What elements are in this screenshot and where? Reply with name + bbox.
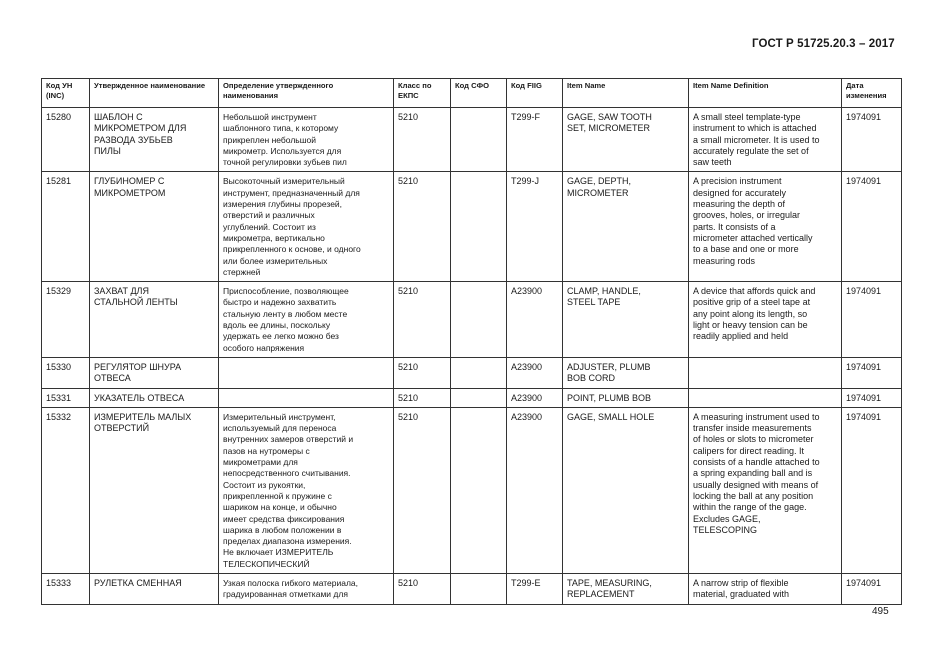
header-inc: Код УН (INC) bbox=[42, 79, 90, 108]
document-title: ГОСТ Р 51725.20.3 – 2017 bbox=[752, 38, 895, 50]
cell-fiig: T299-J bbox=[507, 172, 563, 282]
table-row bbox=[42, 357, 902, 388]
cell-class: 5210 bbox=[394, 388, 451, 407]
cell-fiig: T299-F bbox=[507, 108, 563, 172]
cell-inc: 15329 bbox=[42, 282, 90, 358]
cell-name-ru: ГЛУБИНОМЕР С МИКРОМЕТРОМ bbox=[90, 172, 219, 282]
cell-name-ru: РУЛЕТКА СМЕННАЯ bbox=[90, 573, 219, 604]
cell-fiig: A23900 bbox=[507, 407, 563, 573]
cell-name-ru: УКАЗАТЕЛЬ ОТВЕСА bbox=[90, 388, 219, 407]
cell-name-ru: ШАБЛОН С МИКРОМЕТРОМ ДЛЯ РАЗВОДА ЗУБЬЕВ ПИЛЫ bbox=[90, 108, 219, 172]
cell-fiig: A23900 bbox=[507, 388, 563, 407]
cell-date: 1974091 bbox=[842, 108, 902, 172]
cell-item-definition: A device that affords quick and positive grip of a steel tape at any point along its length, so light or heavy tension can be readily applied and held bbox=[689, 282, 842, 358]
cell-item-name: POINT, PLUMB BOB bbox=[563, 388, 689, 407]
cell-date: 1974091 bbox=[842, 282, 902, 358]
table-row bbox=[42, 172, 902, 282]
cell-sfo bbox=[451, 108, 507, 172]
cell-item-definition bbox=[689, 357, 842, 388]
header-item-name-definition: Item Name Definition bbox=[689, 79, 842, 108]
header-name-definition: Определение утвержденного наименования bbox=[219, 79, 394, 108]
cell-item-definition: A small steel template-type instrument to which is attached a small micrometer. It is used to accurately regulate the set of saw teeth bbox=[689, 108, 842, 172]
cell-date: 1974091 bbox=[842, 388, 902, 407]
cell-item-name: GAGE, SAW TOOTH SET, MICROMETER bbox=[563, 108, 689, 172]
cell-inc: 15332 bbox=[42, 407, 90, 573]
cell-definition-ru: Измерительный инструмент, используемый для переноса внутренних замеров отверстий и пазов на нутромеры с микрометрами для непосредственного считывания. Состоит из рукоятки, прикрепленной к пружине с шариком на конце, и обычно имеет средства фиксирования шарика в любом положении в пределах диапазона измерения. Не включает ИЗМЕРИТЕЛЬ ТЕЛЕСКОПИЧЕСКИЙ bbox=[219, 407, 394, 573]
header-class: Класс по ЕКПС bbox=[394, 79, 451, 108]
nomenclature-table bbox=[41, 78, 902, 605]
cell-class: 5210 bbox=[394, 282, 451, 358]
cell-class: 5210 bbox=[394, 108, 451, 172]
cell-sfo bbox=[451, 573, 507, 604]
cell-class: 5210 bbox=[394, 573, 451, 604]
cell-definition-ru: Приспособление, позволяющее быстро и надежно захватить стальную ленту в любом месте вдоль ее длины, поскольку удержать ее легко можно без особого напряжения bbox=[219, 282, 394, 358]
cell-inc: 15331 bbox=[42, 388, 90, 407]
cell-inc: 15330 bbox=[42, 357, 90, 388]
cell-sfo bbox=[451, 357, 507, 388]
cell-definition-ru bbox=[219, 357, 394, 388]
cell-item-definition: A narrow strip of flexible material, graduated with bbox=[689, 573, 842, 604]
cell-sfo bbox=[451, 388, 507, 407]
cell-fiig: T299-E bbox=[507, 573, 563, 604]
table-row bbox=[42, 573, 902, 604]
cell-item-definition: A measuring instrument used to transfer inside measurements of holes or slots to micrometer calipers for direct reading. It consists of a handle attached to a spring expanding ball and is usually designed with means of locking the ball at any position within the range of the gage. Excludes GAGE, TELESCOPING bbox=[689, 407, 842, 573]
cell-class: 5210 bbox=[394, 172, 451, 282]
cell-class: 5210 bbox=[394, 407, 451, 573]
cell-date: 1974091 bbox=[842, 357, 902, 388]
cell-name-ru: РЕГУЛЯТОР ШНУРА ОТВЕСА bbox=[90, 357, 219, 388]
cell-inc: 15333 bbox=[42, 573, 90, 604]
cell-fiig: A23900 bbox=[507, 357, 563, 388]
table-row bbox=[42, 388, 902, 407]
header-fiig-code: Код FIIG bbox=[507, 79, 563, 108]
cell-name-ru: ЗАХВАТ ДЛЯ СТАЛЬНОЙ ЛЕНТЫ bbox=[90, 282, 219, 358]
cell-item-definition: A precision instrument designed for accurately measuring the depth of grooves, holes, or irregular parts. It consists of a micrometer attached vertically to a base and one or more measuring rods bbox=[689, 172, 842, 282]
cell-definition-ru: Узкая полоска гибкого материала, градуированная отметками для bbox=[219, 573, 394, 604]
table-header-row bbox=[42, 79, 902, 108]
cell-definition-ru: Высокоточный измерительный инструмент, предназначенный для измерения глубины прорезей, отверстий и различных углублений. Состоит из микрометра, вертикально прикрепленного к основе, и одного или более измерительных стержней bbox=[219, 172, 394, 282]
cell-sfo bbox=[451, 407, 507, 573]
cell-definition-ru bbox=[219, 388, 394, 407]
cell-name-ru: ИЗМЕРИТЕЛЬ МАЛЫХ ОТВЕРСТИЙ bbox=[90, 407, 219, 573]
header-approved-name: Утвержденное наименование bbox=[90, 79, 219, 108]
table-row bbox=[42, 282, 902, 358]
cell-sfo bbox=[451, 172, 507, 282]
cell-item-name: ADJUSTER, PLUMB BOB CORD bbox=[563, 357, 689, 388]
cell-definition-ru: Небольшой инструмент шаблонного типа, к которому прикреплен небольшой микрометр. Используется для точной регулировки зубьев пил bbox=[219, 108, 394, 172]
cell-class: 5210 bbox=[394, 357, 451, 388]
cell-fiig: A23900 bbox=[507, 282, 563, 358]
cell-inc: 15281 bbox=[42, 172, 90, 282]
cell-date: 1974091 bbox=[842, 172, 902, 282]
cell-sfo bbox=[451, 282, 507, 358]
cell-item-definition bbox=[689, 388, 842, 407]
header-change-date: Дата изменения bbox=[842, 79, 902, 108]
cell-item-name: GAGE, SMALL HOLE bbox=[563, 407, 689, 573]
cell-item-name: CLAMP, HANDLE, STEEL TAPE bbox=[563, 282, 689, 358]
page-number: 495 bbox=[872, 606, 889, 617]
cell-item-name: TAPE, MEASURING, REPLACEMENT bbox=[563, 573, 689, 604]
cell-date: 1974091 bbox=[842, 407, 902, 573]
header-item-name: Item Name bbox=[563, 79, 689, 108]
table-row bbox=[42, 108, 902, 172]
table-row bbox=[42, 407, 902, 573]
cell-date: 1974091 bbox=[842, 573, 902, 604]
cell-inc: 15280 bbox=[42, 108, 90, 172]
cell-item-name: GAGE, DEPTH, MICROMETER bbox=[563, 172, 689, 282]
header-sfo-code: Код СФО bbox=[451, 79, 507, 108]
